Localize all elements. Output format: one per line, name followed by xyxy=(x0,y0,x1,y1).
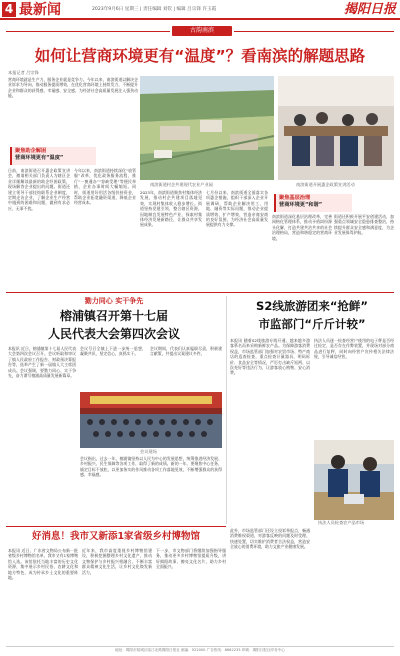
aerial-photo-illustration xyxy=(140,76,274,180)
article-text: 本报讯 近日，广东省文物局公布新一批省级乡村博物馆名单，我市又有1家博物馆入选。该馆依托当地丰富的历史文化资源，集中展示乡村民俗、农耕文化和地方特色，成为传承乡土文化的重要阵地。 xyxy=(8,548,78,581)
photo-caption: 会议现场 xyxy=(140,449,157,454)
page-number: 4 xyxy=(2,2,16,17)
section-title: 最新闻 xyxy=(19,2,61,18)
header-meta: 2023年9月6日 星期三 | 责任编辑 刘钦 | 编辑 吕宗锋 许玉霞 xyxy=(92,7,217,12)
photo-caption: 南滨街道村企共建现代农业产业园 xyxy=(150,182,213,187)
subheading-line-2: 营商环境更有“温度” xyxy=(15,155,64,161)
article-title-line-1: 榕浦镇召开第十七届 xyxy=(59,309,168,323)
page-footer: 地址：揭阳市榕城区临江北路揭阳日报社 邮编：522000 广告热线：8662233 印刷：揭阳日报社印务中心 xyxy=(6,646,394,653)
article-kicker: 勠力同心 实干争先 xyxy=(84,297,144,305)
subheading-line-2: 营商环境更“和谐” xyxy=(279,202,323,208)
aerial-photo xyxy=(140,76,274,180)
article-text: 会议指出，过去一年，榕浦镇坚持以人民为中心的发展思想，统筹推进经济发展、乡村振兴、民生保障等各项工作，取得了新的成绩。新的一年，要聚焦中心任务，锚定目标不放松，以更加务实的作风推动各项工作落地见效，不断增强群众的获得感、幸福感。 xyxy=(80,456,222,478)
section-divider xyxy=(6,292,394,293)
inspection-photo xyxy=(314,440,394,520)
article-text: 近年来，我市高度重视乡村博物馆建设，积极挖掘整理乡村文化遗产，推动文物保护与乡村振兴相融合，不断丰富群众精神文化生活，让乡村文化焕发新活力。 xyxy=(82,548,152,575)
article-text: 日前，南滨街道召开惠企政策宣讲会，邀请相关部门负责人为辖区企业详细解读最新的助企纾困政策，现场解答企业提出的问题。街道还建立领导干部挂钩联系企业制度，定期走访企业，了解企业生产经营中遇到的困难和问题，做到有求必应、无事不扰。 xyxy=(8,168,70,211)
column-divider xyxy=(226,296,227,524)
meeting-photo-illustration xyxy=(278,76,394,180)
main-headline: 如何让营商环境更有“温度”？看南滨的解题思路 xyxy=(34,47,366,65)
conference-photo-illustration xyxy=(80,392,222,448)
article-text: 营商环境就是生产力，服务企业就是竞争力。今年以来，南滨街道以解决企业诉求为导向，推动服务提质增效，在优化营商环境上持续发力，不断提升企业和群众的获得感、幸福感、安全感，为经济社会高质量发展注入强劲动能。 xyxy=(8,77,138,99)
photo-caption: 南滨街道开展惠企政策宣讲活动 xyxy=(296,182,355,187)
divider xyxy=(234,31,394,32)
article-text: 今年以来，南滨街道持续深化“放管服”改革，优化政务服务流程，推行“一窗通办”“容缺受理”等便民举措，企业办事时间大幅缩短。同时，街道用好用活各级扶持资金，帮助企业拓宽融资渠道，降低企业经营成本。 xyxy=(74,168,136,206)
subheading-box xyxy=(10,147,96,165)
page-header xyxy=(0,0,400,20)
newspaper-logo: 揭阳日报 xyxy=(343,2,396,17)
divider xyxy=(6,31,170,32)
inspection-photo-illustration xyxy=(314,440,394,520)
subheading-box xyxy=(274,194,352,212)
article-text: 街道还积极开展平安创建活动，加强重点领域安全隐患排查整治，持续提升群众安全感和满意度，为企业发展保驾护航。 xyxy=(334,214,394,236)
article-text: 执法人员逐一检查经营户使用的电子秤是否经过检定、是否存在作弊装置，并现场对部分商品进行复秤，同时向经营户宣传相关法律法规，引导诚信经营。 xyxy=(314,338,394,360)
article-title-line-2: 市监部门“斤斤计较” xyxy=(258,317,366,331)
column-tag: 古韵南滨 xyxy=(172,26,232,36)
article-text: 此外，市场监管部门还设立投诉举报点，畅通消费维权渠道，对游客反映的问题及时受理、快速处置，切实维护消费者合法权益，营造安全放心的消费环境，助力文旅产业健康发展。 xyxy=(230,528,310,550)
article-text: 会议号召全镇上下进一步统一思想，凝聚共识，坚定信心，真抓实干。 xyxy=(80,346,146,357)
byline: 本报记者 吕宗锋 xyxy=(8,70,39,75)
conference-photo xyxy=(80,392,222,448)
article-text: 本报讯 随着S2线旅游专线开通，越来越多游客慕名而来采购新鲜农产品。为保障游客消费权益，市场监管部门加强对农贸市场、特产商店的巡查检查，重点检查计量器具、明码标价、食品安全等情况，严厉打击缺斤短两、以次充好等违法行为，让游客放心购物、安心消费。 xyxy=(230,338,310,376)
article-text: 下一步，市文物部门将继续加强指导服务，推动更多乡村博物馆提质升级，讲好揭阳故事，擦亮文化名片，助力乡村全面振兴。 xyxy=(156,548,226,570)
subheading-line-1: 聚焦助企解困 xyxy=(15,148,47,154)
article-text: 会议期间，代表们认真履职尽责，积极建言献策，共提出议案建议多件。 xyxy=(150,346,222,357)
article-text: 七月份以来，南滨街道全面落实各项惠企措施，组织干部深入企业开展调研，帮助企业解决用工、用地、融资等实际问题，推动企业提质增效、扩产增效，营造亲商安商的良好氛围，为经济社会高质量发展提供有力支撑。 xyxy=(206,190,268,228)
article-title-line-2: 人民代表大会第四次会议 xyxy=(47,327,180,341)
article-text: 2023年，南滨街道聚焦村集体经济发展，推动村企共建项目落地见效，实现村集体收入稳步增长。街道坚持党建引领，整合辖区资源，因地制宜发展特色产业，探索村集体经济发展新路径，让群众共享发展成果。 xyxy=(140,190,202,228)
subheading-line-1: 聚焦基层治理 xyxy=(279,195,311,201)
section-divider xyxy=(6,526,226,527)
meeting-photo xyxy=(278,76,394,180)
article-text: 本报讯 近日，榕浦镇第十七届人民代表大会第四次会议召开。会议听取和审议了镇人民政府工作报告、财政预决算报告等，选举产生了新一届镇人大主席团成员。会议强调，要勠力同心、实干争先，奋力谱写榕浦高质量发展新篇章。 xyxy=(8,346,76,379)
photo-caption: 执法人员检查农产品市场 xyxy=(318,520,365,525)
article-title-line-1: S2线旅游团来“抢鲜” xyxy=(256,299,368,313)
article-title: 好消息！我市又新添1家省级乡村博物馆 xyxy=(31,531,201,542)
article-text: 南滨街道深化基层治理改革，完善网格化管理体系，推动矛盾纠纷源头化解，打造共建共治共享的社会治理格局，营造和谐稳定的营商环境。 xyxy=(272,214,332,241)
